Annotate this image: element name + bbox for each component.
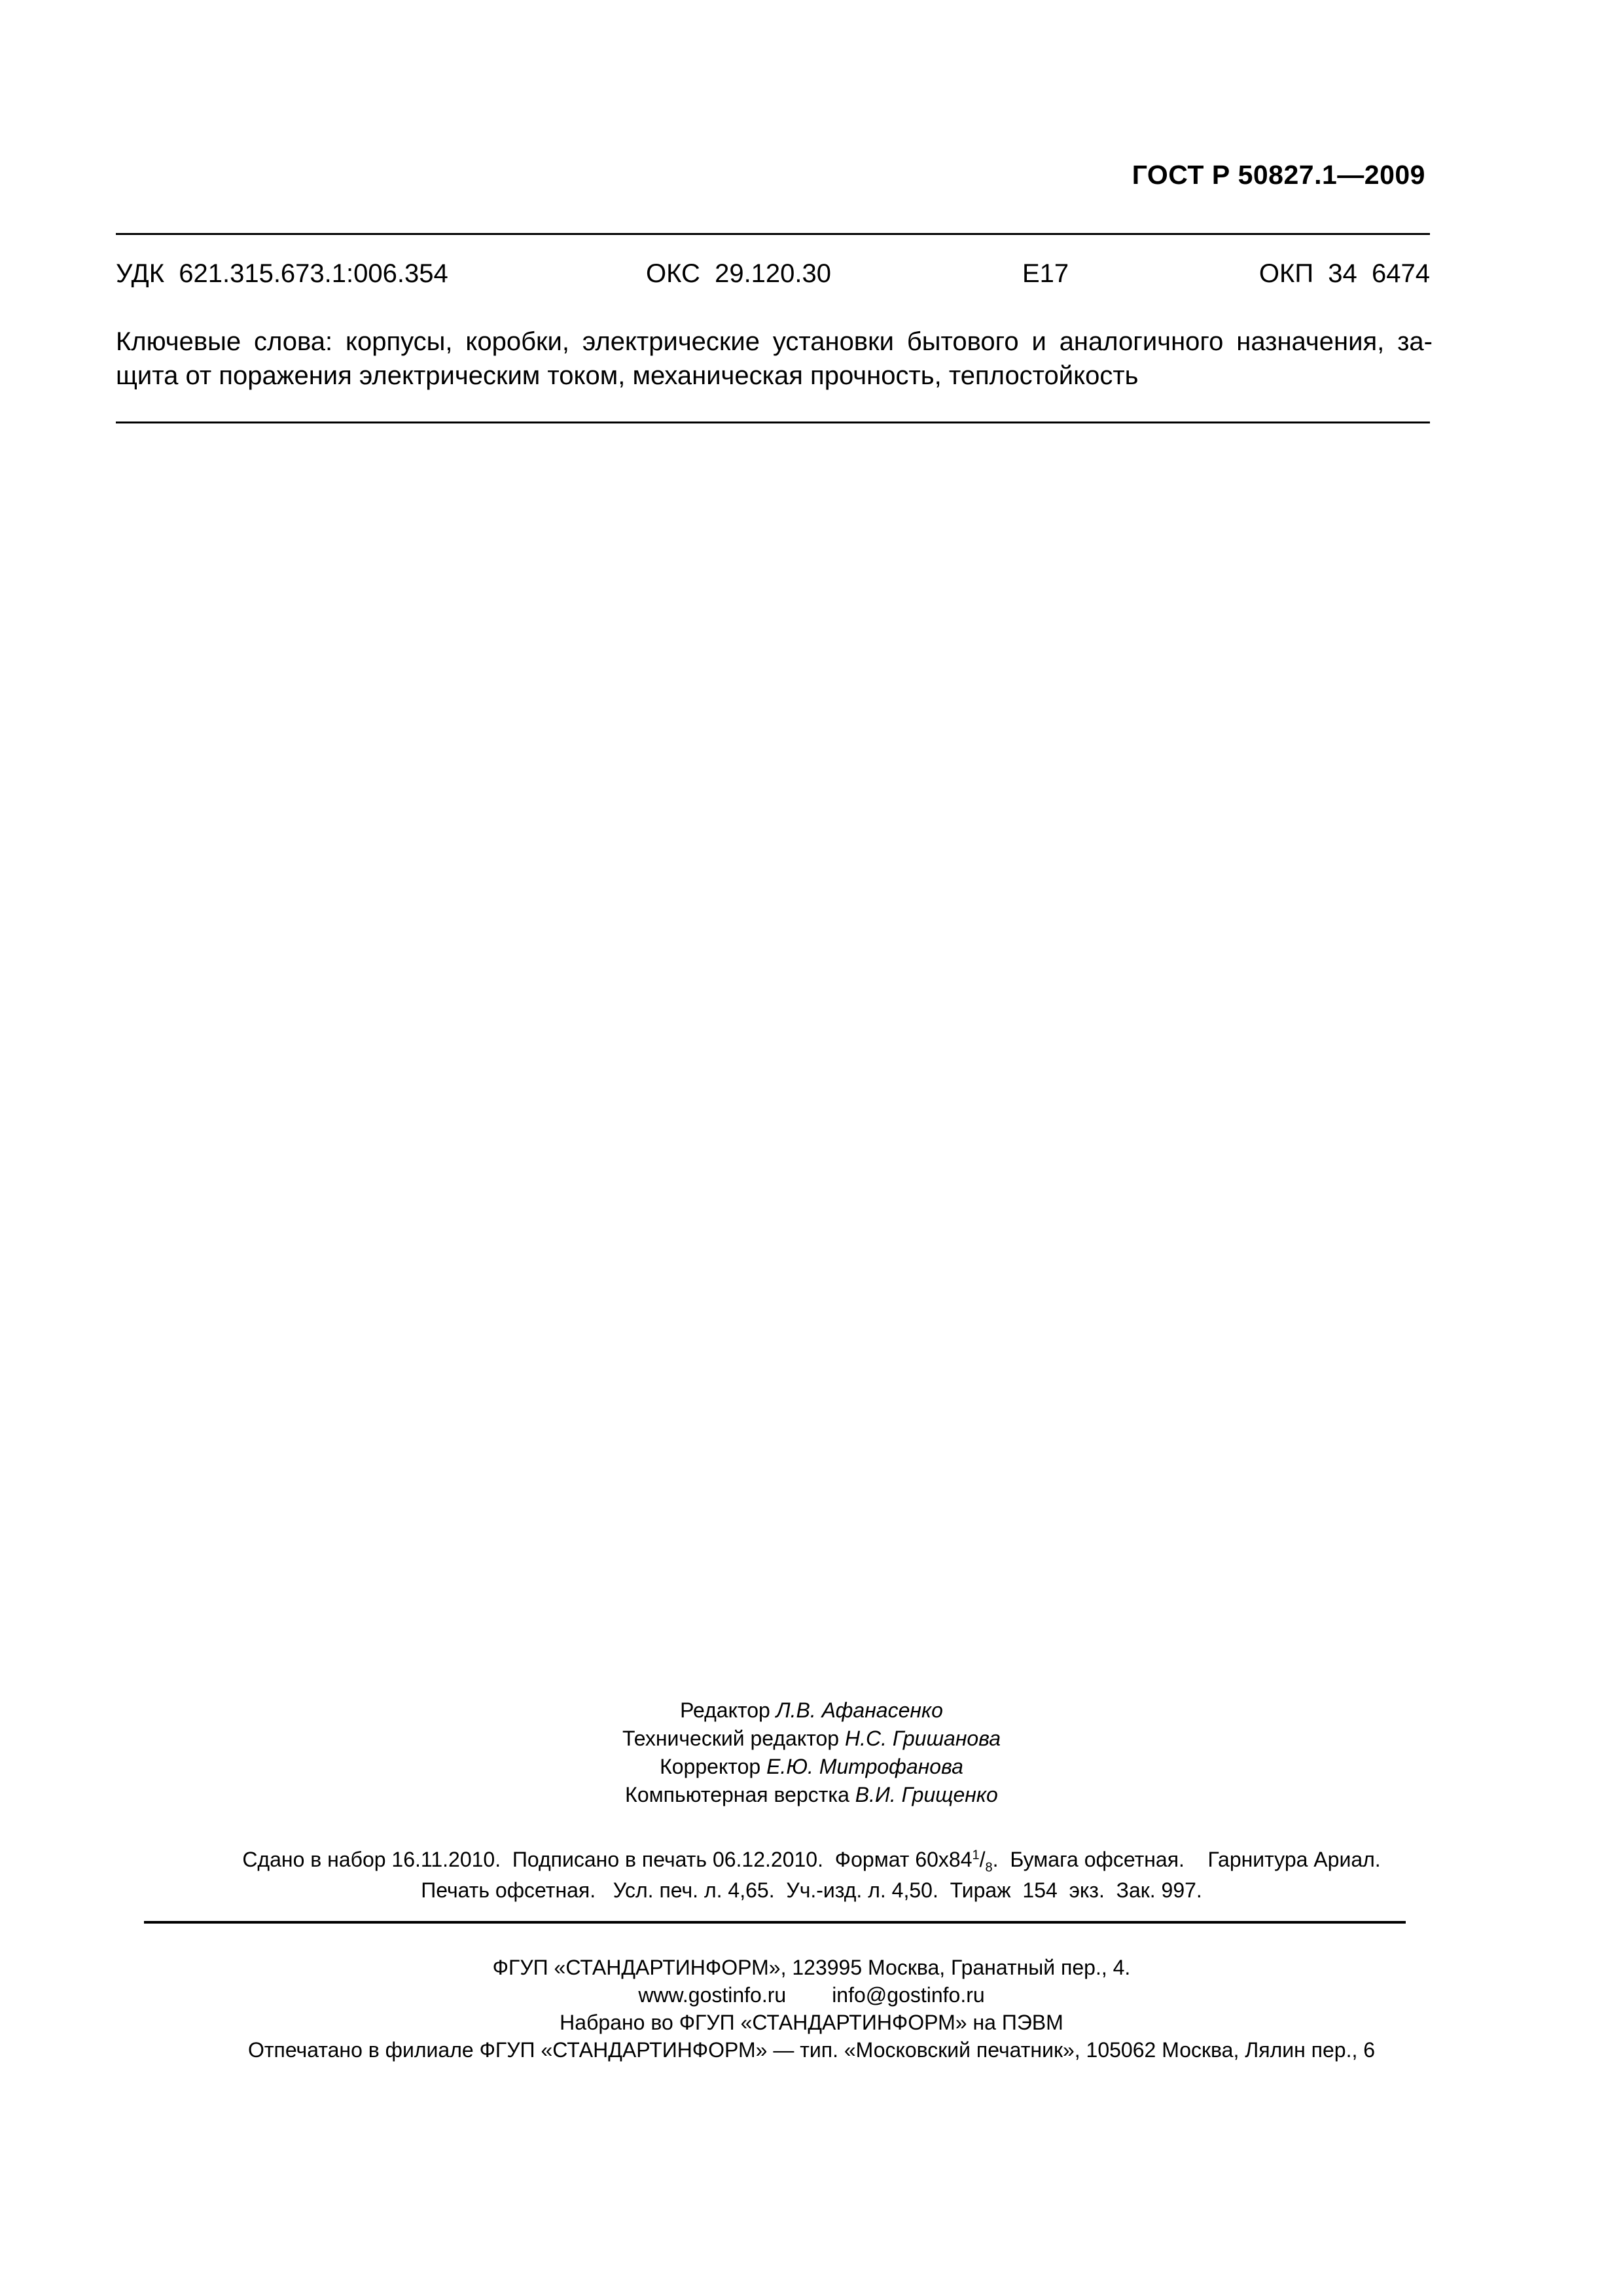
tech-editor-line bbox=[0, 1725, 1623, 1753]
layout-line bbox=[0, 1781, 1623, 1809]
typeset-note: Набрано во ФГУП «СТАНДАРТИНФОРМ» на ПЭВМ bbox=[560, 2011, 1063, 2034]
e-code: Е17 bbox=[1022, 259, 1069, 288]
publisher-address: ФГУП «СТАНДАРТИНФОРМ», 123995 Москва, Гранатный пер., 4. bbox=[492, 1956, 1131, 1979]
editor-label: Редактор bbox=[680, 1698, 776, 1722]
format-sup: 1 bbox=[972, 1848, 980, 1863]
corrector-label: Корректор bbox=[660, 1755, 767, 1778]
publisher-contacts bbox=[0, 1981, 1623, 2009]
keywords-divider bbox=[116, 422, 1430, 423]
udk-code: УДК 621.315.673.1:006.354 bbox=[116, 259, 448, 288]
top-divider bbox=[116, 233, 1430, 235]
print-info-line-1 bbox=[0, 1844, 1623, 1875]
publisher-email: info@gostinfo.ru bbox=[832, 1983, 985, 2007]
format-sep: / bbox=[979, 1848, 986, 1871]
corrector-name: Е.Ю. Митрофанова bbox=[766, 1755, 963, 1778]
publisher-block bbox=[0, 1954, 1623, 2064]
format-sub: 8 bbox=[985, 1860, 993, 1875]
keywords-line-1: Ключевые слова: корпусы, коробки, электрические установки бытового и аналогичного назначения, за- bbox=[116, 327, 1433, 356]
printed-note: Отпечатано в филиале ФГУП «СТАНДАРТИНФОРМ» — тип. «Московский печатник», 105062 Москва, Лялин пер., 6 bbox=[247, 2038, 1376, 2062]
document-code: ГОСТ Р 50827.1—2009 bbox=[1132, 160, 1425, 190]
layout-label: Компьютерная верстка bbox=[625, 1783, 855, 1806]
editor-line bbox=[0, 1696, 1623, 1725]
editor-name: Л.В. Афанасенко bbox=[776, 1698, 943, 1722]
corrector-line bbox=[0, 1753, 1623, 1781]
credits-block bbox=[0, 1696, 1623, 1809]
print-info-line-1-b: . Бумага офсетная. Гарнитура Ариал. bbox=[992, 1848, 1381, 1871]
okp-code: ОКП 34 6474 bbox=[1258, 259, 1430, 288]
keywords-line-2: щита от поражения электрическим током, механическая прочность, теплостойкость bbox=[116, 361, 1139, 390]
print-info-line-2: Печать офсетная. Усл. печ. л. 4,65. Уч.-изд. л. 4,50. Тираж 154 экз. Зак. 997. bbox=[421, 1878, 1202, 1902]
print-info-block bbox=[0, 1844, 1623, 1906]
keywords-block bbox=[116, 325, 1433, 393]
print-info-line-1-a: Сдано в набор 16.11.2010. Подписано в печать 06.12.2010. Формат 60х84 bbox=[242, 1848, 972, 1871]
oks-code: ОКС 29.120.30 bbox=[646, 259, 832, 288]
tech-editor-name: Н.С. Гришанова bbox=[844, 1727, 1001, 1750]
classification-row bbox=[116, 259, 1430, 292]
layout-name: В.И. Грищенко bbox=[855, 1783, 998, 1806]
publisher-website: www.gostinfo.ru bbox=[638, 1983, 787, 2007]
imprint-divider bbox=[144, 1921, 1406, 1924]
tech-editor-label: Технический редактор bbox=[622, 1727, 845, 1750]
